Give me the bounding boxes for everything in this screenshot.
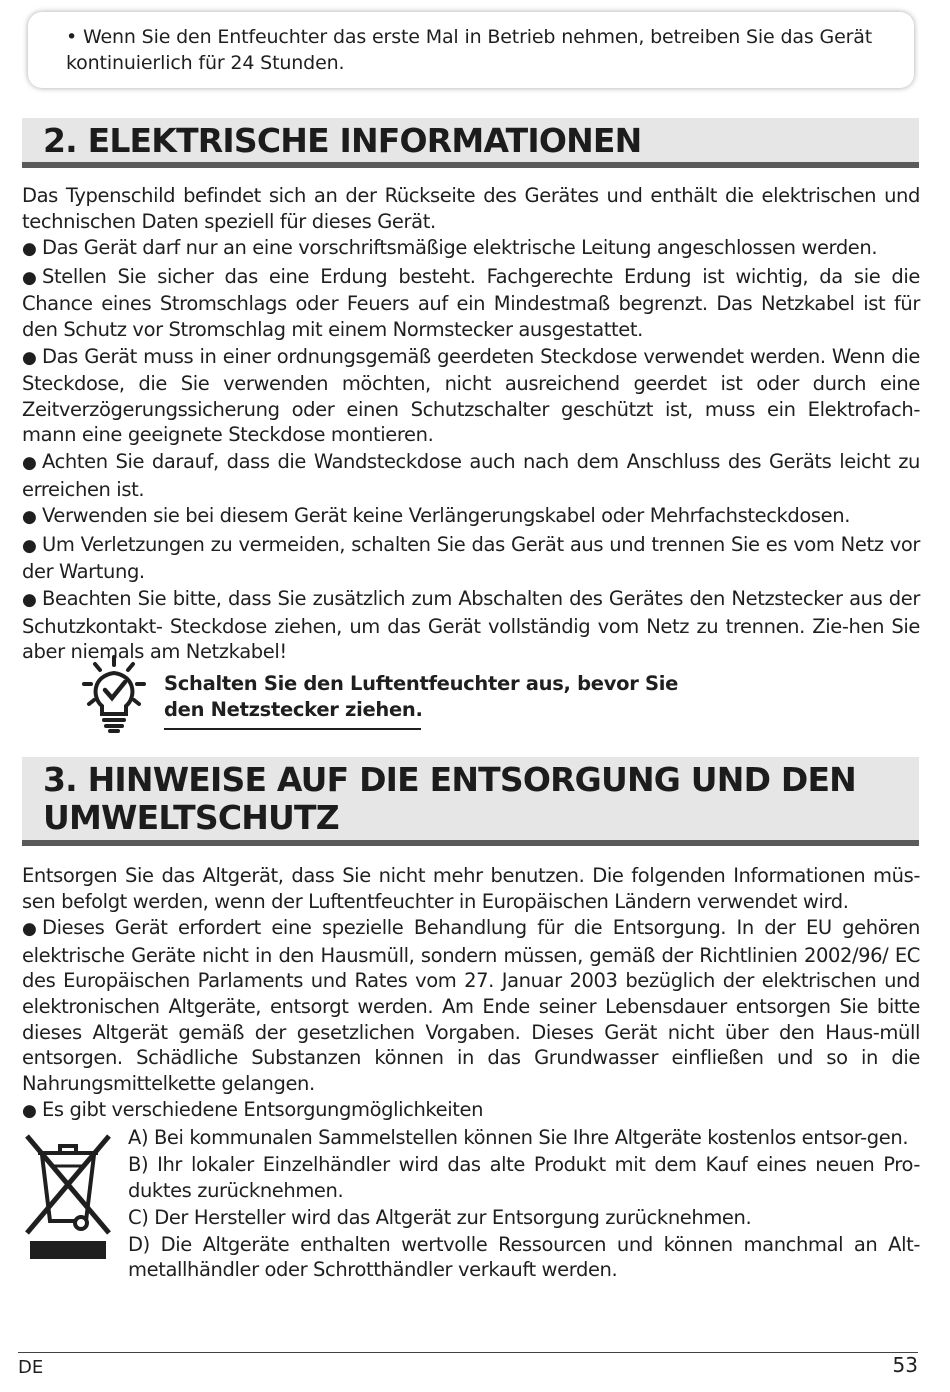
top-note-text: • Wenn Sie den Entfeuchter das erste Mal in Betrieb nehmen, betreiben Sie das Gerät kontinuierlich für 24 Stunden. [66, 26, 873, 74]
list-item: ● Verwenden sie bei diesem Gerät keine Verlängerungskabel oder Mehrfachsteckdosen. [22, 503, 920, 531]
section-3-intro: Entsorgen Sie das Altgerät, dass Sie nicht mehr benutzen. Die folgenden Informationen müs-sen befolgt werden, wenn der Luftentfeuchter in Europäischen Ländern verwendet wird. [22, 864, 920, 913]
list-item: A) Bei kommunalen Sammelstellen können Sie Ihre Altgeräte kostenlos entsor-gen. [128, 1126, 909, 1149]
page-number: 53 [892, 1353, 918, 1377]
section-3-body [22, 863, 920, 1126]
list-item: B) Ihr lokaler Einzelhändler wird das alte Produkt mit dem Kauf eines neuen Pro-duktes zurücknehmen. [128, 1153, 920, 1202]
list-item: ● Achten Sie darauf, dass die Wandsteckdose auch nach dem Anschluss des Geräts leicht zu erreichen ist. [22, 449, 920, 501]
section-2-intro: Das Typenschild befindet sich an der Rückseite des Gerätes und enthält die elektrischen und technischen Daten speziell für dieses Gerät. [22, 184, 920, 233]
bullet-icon: ● [22, 919, 37, 940]
bullet-icon: ● [22, 1101, 37, 1122]
list-item: ● Dieses Gerät erfordert eine spezielle Behandlung für die Entsorgung. In der EU gehören elektrische Geräte nicht in den Hausmüll, sondern müssen, gemäß der Richtlinien 2002/96/ EC des Europäischen Parlaments und Rates vom 27. Januar 2003 bezüglich der elektrischen und elektronischen Altgeräte, entsorgt werden. Am Ende seiner Lebensdauer entsorgen Sie bitte dieses Altgerät gemäß der gesetzlichen Vorgaben. Dieses Gerät nicht über den Haus-müll entsorgen. Schädliche Substanzen können in das Grundwasser einfließen und so in die Nahrungsmittelkette gelangen. [22, 916, 920, 1095]
lightbulb-check-icon [80, 654, 148, 734]
bullet-icon: ● [22, 347, 37, 368]
section-2-title: 2. ELEKTRISCHE INFORMATIONEN [43, 121, 642, 160]
bullet-icon: ● [22, 535, 37, 556]
list-item: C) Der Hersteller wird das Altgerät zur Entsorgung zurücknehmen. [128, 1205, 752, 1229]
list-item: ● Es gibt verschiedene Entsorgungmöglichkeiten [22, 1097, 920, 1125]
list-item: ● Beachten Sie bitte, dass Sie zusätzlich zum Abschalten des Gerätes den Netzstecker aus der Schutzkontakt- Steckdose ziehen, um das Gerät vollständig vom Netz zu trennen. Zie-hen Sie aber niemals am Netzkabel! [22, 586, 920, 664]
section-3-title-line-2: UMWELTSCHUTZ [43, 798, 339, 837]
section-2-heading [22, 118, 919, 168]
bullet-icon: ● [22, 452, 37, 473]
tip-line-2: den Netzstecker ziehen. [164, 698, 423, 721]
section-3-title-line-1: 3. HINWEISE AUF DIE ENTSORGUNG UND DEN [43, 760, 857, 799]
disposal-options [128, 1125, 920, 1285]
list-item: ● Um Verletzungen zu vermeiden, schalten Sie das Gerät aus und trennen Sie es vom Netz vor der Wartung. [22, 532, 920, 584]
bullet-icon: ● [22, 267, 37, 288]
bullet-icon: ● [22, 239, 37, 260]
section-2-body [22, 183, 920, 666]
list-item: D) Die Altgeräte enthalten wertvolle Ressourcen und können manchmal an Alt-metallhändler oder Schrotthändler verkauft werden. [128, 1232, 920, 1282]
tip-text [164, 671, 704, 723]
section-3-heading [22, 757, 919, 846]
crossed-out-wheelie-bin-icon [24, 1133, 112, 1263]
footer-language: DE [18, 1357, 44, 1378]
list-item: ● Das Gerät darf nur an eine vorschriftsmäßige elektrische Leitung angeschlossen werden. [22, 235, 920, 263]
tip-underline [164, 728, 421, 730]
list-item: ● Stellen Sie sicher das eine Erdung besteht. Fachgerechte Erdung ist wichtig, da sie die Chance eines Stromschlags oder Feuers auf ein Mindestmaß begrenzt. Das Netzkabel ist für den Schutz vor Stromschlag mit einem Normstecker ausgestattet. [22, 264, 920, 341]
bullet-icon: ● [22, 507, 37, 528]
tip-line-1: Schalten Sie den Luftentfeuchter aus, bevor Sie [164, 672, 679, 695]
list-item: ● Das Gerät muss in einer ordnungsgemäß geerdeten Steckdose verwendet werden. Wenn die Steckdose, die Sie verwenden möchten, nicht ausreichend geerdet ist oder durch eine Zeitverzögerungssicherung oder einen Schutzschalter geschützt ist, muss ein Elektrofach-mann eine geeignete Steckdose montieren. [22, 344, 920, 447]
footer-rule [18, 1352, 918, 1353]
bullet-icon: ● [22, 589, 37, 610]
